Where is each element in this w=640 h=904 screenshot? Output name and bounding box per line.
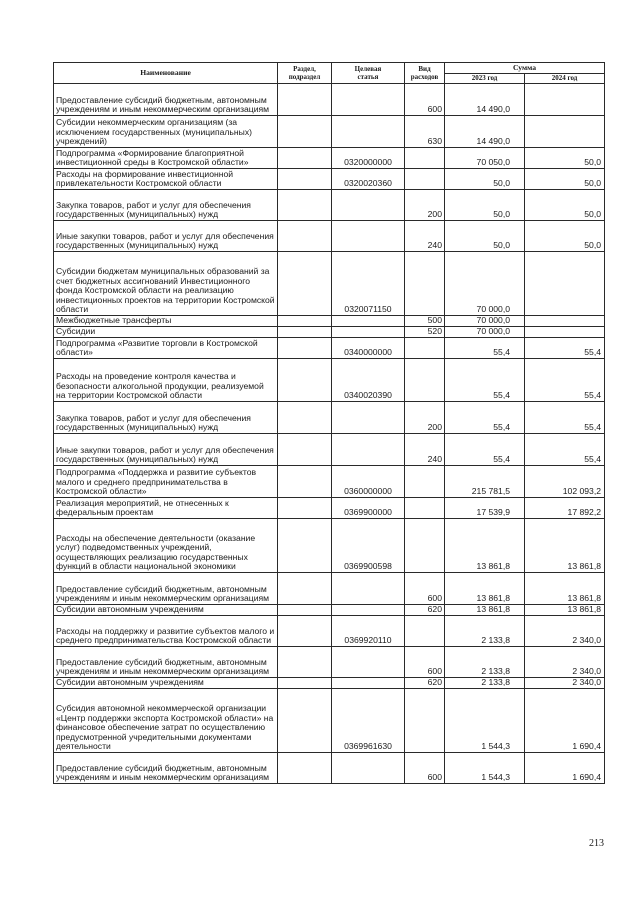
row-target: 0369961630 <box>332 689 405 753</box>
row-target <box>332 316 405 327</box>
row-section <box>278 519 332 573</box>
table-row <box>54 116 605 148</box>
table-row <box>54 148 605 169</box>
row-name: Расходы на проведение контроля качества и безопасности алкогольной продукции, реализуемой на территории Костромской области <box>54 359 278 402</box>
table-row <box>54 466 605 498</box>
row-name: Предоставление субсидий бюджетным, автономным учреждениям и иным некоммерческим организациям <box>54 753 278 784</box>
row-section <box>278 753 332 784</box>
row-target <box>332 84 405 116</box>
row-amount-2024: 55,4 <box>525 359 605 402</box>
row-target: 0320000000 <box>332 148 405 169</box>
row-type: 500 <box>405 316 445 327</box>
row-name: Субсидия автономной некоммерческой организации «Центр поддержки экспорта Костромской области» на финансовое обеспечение затрат по осуществлению предусмотренной учредительными документами деятельности <box>54 689 278 753</box>
row-type: 600 <box>405 647 445 678</box>
row-target <box>332 221 405 252</box>
row-section <box>278 338 332 359</box>
row-amount-2023: 1 544,3 <box>445 689 525 753</box>
row-type <box>405 689 445 753</box>
row-target: 0369920110 <box>332 616 405 647</box>
row-amount-2024: 50,0 <box>525 148 605 169</box>
row-amount-2023: 1 544,3 <box>445 753 525 784</box>
table-row <box>54 316 605 327</box>
row-section <box>278 169 332 190</box>
row-name: Межбюджетные трансферты <box>54 316 278 327</box>
row-section <box>278 402 332 434</box>
table-row <box>54 498 605 519</box>
table-row <box>54 402 605 434</box>
row-name: Предоставление субсидий бюджетным, автономным учреждениям и иным некоммерческим организациям <box>54 573 278 605</box>
row-name: Предоставление субсидий бюджетным, автономным учреждениям и иным некоммерческим организациям <box>54 84 278 116</box>
row-target <box>332 402 405 434</box>
header-year-2023: 2023 год <box>445 74 525 84</box>
row-type: 620 <box>405 605 445 616</box>
row-type: 240 <box>405 434 445 466</box>
row-name: Субсидии <box>54 327 278 338</box>
row-name: Субсидии бюджетам муниципальных образований за счет бюджетных ассигнований Инвестиционного фонда Костромской области на реализацию инвестиционных проектов на территории Костромской области <box>54 252 278 316</box>
row-target <box>332 116 405 148</box>
row-target: 0320020360 <box>332 169 405 190</box>
row-amount-2024: 1 690,4 <box>525 689 605 753</box>
row-name: Иные закупки товаров, работ и услуг для обеспечения государственных (муниципальных) нужд <box>54 221 278 252</box>
header-year-2024: 2024 год <box>525 74 605 84</box>
row-amount-2023: 55,4 <box>445 434 525 466</box>
row-amount-2024: 50,0 <box>525 169 605 190</box>
table-row <box>54 190 605 221</box>
row-name: Подпрограмма «Развитие торговли в Костромской области» <box>54 338 278 359</box>
table-row <box>54 84 605 116</box>
table-row <box>54 338 605 359</box>
header-name: Наименование <box>54 63 278 84</box>
row-amount-2024: 13 861,8 <box>525 605 605 616</box>
table-row <box>54 169 605 190</box>
row-name: Иные закупки товаров, работ и услуг для обеспечения государственных (муниципальных) нужд <box>54 434 278 466</box>
row-section <box>278 678 332 689</box>
row-amount-2024: 1 690,4 <box>525 753 605 784</box>
table-row <box>54 327 605 338</box>
row-type: 600 <box>405 84 445 116</box>
row-name: Субсидии автономным учреждениям <box>54 605 278 616</box>
row-amount-2024: 2 340,0 <box>525 678 605 689</box>
table-row <box>54 647 605 678</box>
row-amount-2024: 13 861,8 <box>525 519 605 573</box>
table-row <box>54 678 605 689</box>
row-name: Субсидии автономным учреждениям <box>54 678 278 689</box>
row-name: Субсидии некоммерческим организациям (за исключением государственных (муниципальных) учреждений) <box>54 116 278 148</box>
row-amount-2023: 13 861,8 <box>445 519 525 573</box>
header-target: Целевая статья <box>332 63 405 84</box>
header-type: Вид расходов <box>405 63 445 84</box>
row-amount-2024: 2 340,0 <box>525 647 605 678</box>
row-type: 600 <box>405 573 445 605</box>
row-type: 520 <box>405 327 445 338</box>
row-amount-2024: 13 861,8 <box>525 573 605 605</box>
row-section <box>278 689 332 753</box>
row-amount-2023: 215 781,5 <box>445 466 525 498</box>
row-section <box>278 616 332 647</box>
row-target: 0320071150 <box>332 252 405 316</box>
table-row <box>54 573 605 605</box>
budget-table-container <box>53 62 605 784</box>
row-section <box>278 466 332 498</box>
row-amount-2023: 55,4 <box>445 338 525 359</box>
row-type <box>405 148 445 169</box>
row-type <box>405 616 445 647</box>
header-sum: Сумма <box>445 63 605 74</box>
row-target <box>332 327 405 338</box>
row-amount-2023: 13 861,8 <box>445 605 525 616</box>
table-row <box>54 753 605 784</box>
row-target <box>332 678 405 689</box>
row-amount-2023: 14 490,0 <box>445 116 525 148</box>
row-amount-2023: 70 000,0 <box>445 327 525 338</box>
row-section <box>278 359 332 402</box>
row-type <box>405 466 445 498</box>
row-type: 200 <box>405 402 445 434</box>
row-type <box>405 519 445 573</box>
row-target: 0340020390 <box>332 359 405 402</box>
row-amount-2024 <box>525 252 605 316</box>
row-target <box>332 605 405 616</box>
row-type: 200 <box>405 190 445 221</box>
row-target <box>332 434 405 466</box>
row-amount-2023: 70 050,0 <box>445 148 525 169</box>
row-amount-2024 <box>525 327 605 338</box>
row-amount-2023: 55,4 <box>445 359 525 402</box>
table-body <box>54 84 605 784</box>
row-amount-2023: 2 133,8 <box>445 678 525 689</box>
header-section: Раздел, подраздел <box>278 63 332 84</box>
row-amount-2024: 50,0 <box>525 190 605 221</box>
row-section <box>278 190 332 221</box>
row-section <box>278 573 332 605</box>
row-amount-2024: 2 340,0 <box>525 616 605 647</box>
row-name: Закупка товаров, работ и услуг для обеспечения государственных (муниципальных) нужд <box>54 402 278 434</box>
row-target <box>332 753 405 784</box>
row-amount-2023: 2 133,8 <box>445 647 525 678</box>
row-target <box>332 647 405 678</box>
row-target <box>332 573 405 605</box>
table-row <box>54 434 605 466</box>
row-amount-2023: 50,0 <box>445 190 525 221</box>
row-target <box>332 190 405 221</box>
row-amount-2024: 55,4 <box>525 402 605 434</box>
row-type <box>405 252 445 316</box>
row-amount-2023: 50,0 <box>445 169 525 190</box>
row-name: Подпрограмма «Формирование благоприятной инвестиционной среды в Костромской области» <box>54 148 278 169</box>
row-amount-2024 <box>525 116 605 148</box>
row-section <box>278 327 332 338</box>
table-row <box>54 252 605 316</box>
row-type <box>405 498 445 519</box>
row-amount-2024: 50,0 <box>525 221 605 252</box>
row-type: 600 <box>405 753 445 784</box>
row-target: 0369900598 <box>332 519 405 573</box>
row-type <box>405 338 445 359</box>
table-row <box>54 605 605 616</box>
row-amount-2024 <box>525 84 605 116</box>
row-amount-2024: 102 093,2 <box>525 466 605 498</box>
row-amount-2023: 13 861,8 <box>445 573 525 605</box>
row-amount-2024: 55,4 <box>525 434 605 466</box>
table-row <box>54 359 605 402</box>
row-type: 620 <box>405 678 445 689</box>
table-row <box>54 689 605 753</box>
row-name: Расходы на формирование инвестиционной привлекательности Костромской области <box>54 169 278 190</box>
row-section <box>278 148 332 169</box>
row-section <box>278 84 332 116</box>
row-amount-2024 <box>525 316 605 327</box>
row-name: Расходы на обеспечение деятельности (оказание услуг) подведомственных учреждений, осуществляющих реализацию государственных функций в области национальной экономики <box>54 519 278 573</box>
row-section <box>278 498 332 519</box>
row-amount-2023: 17 539,9 <box>445 498 525 519</box>
row-name: Закупка товаров, работ и услуг для обеспечения государственных (муниципальных) нужд <box>54 190 278 221</box>
table-row <box>54 519 605 573</box>
row-target: 0340000000 <box>332 338 405 359</box>
table-row <box>54 616 605 647</box>
row-type <box>405 169 445 190</box>
row-type: 630 <box>405 116 445 148</box>
row-section <box>278 116 332 148</box>
row-amount-2023: 70 000,0 <box>445 252 525 316</box>
row-section <box>278 316 332 327</box>
row-section <box>278 221 332 252</box>
row-amount-2024: 17 892,2 <box>525 498 605 519</box>
row-section <box>278 647 332 678</box>
row-amount-2023: 55,4 <box>445 402 525 434</box>
row-name: Предоставление субсидий бюджетным, автономным учреждениям и иным некоммерческим организациям <box>54 647 278 678</box>
page-number: 213 <box>589 838 604 849</box>
row-name: Подпрограмма «Поддержка и развитие субъектов малого и среднего предпринимательства в Костромской области» <box>54 466 278 498</box>
row-target: 0360000000 <box>332 466 405 498</box>
row-section <box>278 252 332 316</box>
row-type: 240 <box>405 221 445 252</box>
row-name: Расходы на поддержку и развитие субъектов малого и среднего предпринимательства Костромской области <box>54 616 278 647</box>
row-amount-2023: 70 000,0 <box>445 316 525 327</box>
row-amount-2024: 55,4 <box>525 338 605 359</box>
budget-table <box>53 62 605 784</box>
row-amount-2023: 14 490,0 <box>445 84 525 116</box>
row-amount-2023: 2 133,8 <box>445 616 525 647</box>
row-target: 0369900000 <box>332 498 405 519</box>
row-type <box>405 359 445 402</box>
row-section <box>278 434 332 466</box>
table-row <box>54 221 605 252</box>
row-amount-2023: 50,0 <box>445 221 525 252</box>
row-section <box>278 605 332 616</box>
row-name: Реализация мероприятий, не отнесенных к федеральным проектам <box>54 498 278 519</box>
